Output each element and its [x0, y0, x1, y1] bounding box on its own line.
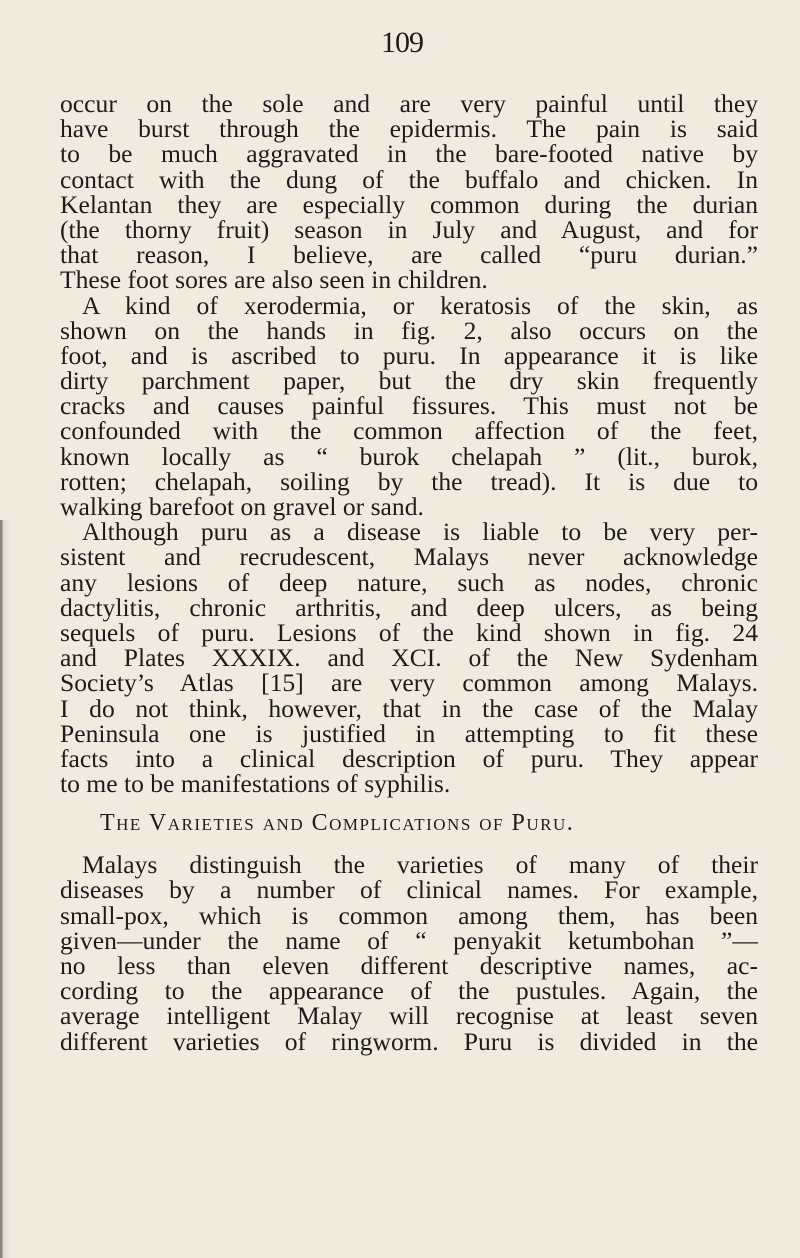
paragraph-3 — [60, 517, 758, 799]
text-line: that reason, I believe, are called “puru durian.” — [60, 240, 758, 270]
text-line: Kelantan they are especially common during the durian — [60, 189, 758, 219]
page-binding-shadow — [0, 520, 12, 1258]
text-line: have burst through the epidermis. The pain is said — [60, 114, 758, 144]
text-line: small-pox, which is common among them, has been — [60, 900, 758, 930]
text-line: Malays distinguish the varieties of many of their — [82, 850, 758, 880]
text-line: (the thorny fruit) season in July and August, and for — [60, 214, 758, 244]
text-line: Society’s Atlas [15] are very common among Malays. — [60, 668, 758, 698]
text-line: dactylitis, chronic arthritis, and deep ulcers, as being — [60, 592, 758, 622]
text-line: I do not think, however, that in the case of the Malay — [60, 693, 758, 723]
text-line: cracks and causes painful fissures. This must not be — [60, 391, 758, 421]
text-line: diseases by a number of clinical names. For example, — [60, 875, 758, 905]
text-line: foot, and is ascribed to puru. In appearance it is like — [60, 340, 758, 370]
text-line: dirty parchment paper, but the dry skin frequently — [60, 366, 758, 396]
text-line: confounded with the common affection of the feet, — [60, 416, 758, 446]
text-line: sistent and recrudescent, Malays never acknowledge — [60, 542, 758, 572]
section-heading-text: The Varieties and Complications of Puru. — [100, 810, 575, 837]
text-line: no less than eleven different descriptive names, ac- — [60, 951, 758, 980]
text-line: contact with the dung of the buffalo and chicken. In — [60, 164, 758, 194]
paragraph-4 — [60, 852, 758, 1054]
text-line: These foot sores are also seen in children. — [60, 265, 488, 295]
paragraph-1 — [60, 91, 758, 293]
text-line: shown on the hands in fig. 2, also occurs on the — [60, 315, 758, 345]
text-line: known locally as “ burok chelapah ” (lit., burok, — [60, 441, 758, 471]
text-line: sequels of puru. Lesions of the kind shown in fig. 24 — [60, 617, 758, 647]
text-line: A kind of xerodermia, or keratosis of the skin, as — [82, 290, 758, 320]
text-line: facts into a clinical description of puru. They appear — [60, 743, 758, 773]
text-line: any lesions of deep nature, such as nodes, chronic — [60, 567, 758, 597]
text-line: given—under the name of “ penyakit ketumbohan ”— — [60, 925, 758, 955]
text-line: to be much aggravated in the bare-footed native by — [60, 139, 758, 169]
text-line: walking barefoot on gravel or sand. — [60, 492, 424, 521]
body-text — [60, 91, 758, 1054]
text-line: and Plates XXXIX. and XCI. of the New Sydenham — [60, 643, 758, 673]
text-line: rotten; chelapah, soiling by the tread). It is due to — [60, 466, 758, 496]
text-line: Peninsula one is justified in attempting to fit these — [60, 718, 758, 748]
paragraph-2 — [60, 290, 758, 521]
text-line: occur on the sole and are very painful until they — [60, 89, 758, 118]
text-line: Although puru as a disease is liable to be very per- — [82, 517, 758, 547]
text-line: cording to the appearance of the pustules. Again, the — [60, 976, 758, 1006]
text-line: to me to be manifestations of syphilis. — [60, 769, 451, 799]
text-line: different varieties of ringworm. Puru is divided in the — [60, 1026, 758, 1056]
section-heading — [60, 810, 758, 836]
text-line: average intelligent Malay will recognise at least seven — [60, 1001, 758, 1031]
page-number: 109 — [381, 26, 423, 59]
